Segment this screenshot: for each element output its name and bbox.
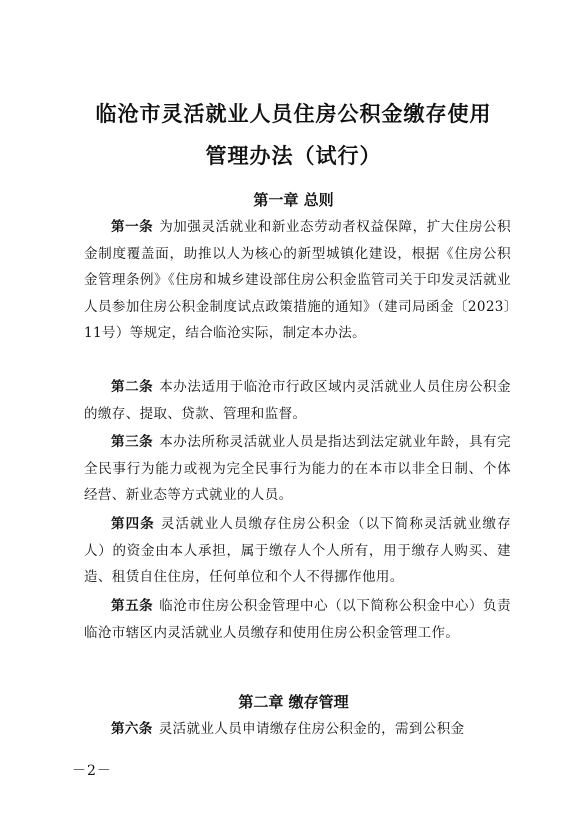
article-label: 第五条 <box>111 598 154 614</box>
page-number: －2－ <box>72 763 112 779</box>
document-title-line-1: 临沧市灵活就业人员住房公积金缴存使用 <box>95 101 492 126</box>
chapter-heading-1: 第一章 总则 <box>253 191 334 209</box>
article-1 <box>84 214 511 347</box>
article-text: 本办法所称灵活就业人员是指达到法定就业年龄，具有完全民事行为能力或视为完全民事行为能力的在本市以非全日制、个体经营、新业态等方式就业的人员。 <box>84 434 511 503</box>
chapter-heading-2: 第二章 缴存管理 <box>238 693 349 711</box>
article-text: 灵活就业人员缴存住房公积金（以下简称灵活就业缴存人）的资金由本人承担，属于缴存人个人所有，用于缴存人购买、建造、租赁自住住房，任何单位和个人不得挪作他用。 <box>84 516 511 585</box>
article-text: 本办法适用于临沧市行政区域内灵活就业人员住房公积金的缴存、提取、贷款、管理和监督。 <box>84 379 511 422</box>
article-text: 灵活就业人员申请缴存住房公积金的，需到公积金 <box>158 721 465 737</box>
article-label: 第二条 <box>111 379 154 395</box>
article-3 <box>84 429 511 509</box>
article-5 <box>84 593 511 646</box>
article-label: 第三条 <box>111 434 154 450</box>
article-2 <box>84 374 511 427</box>
article-text: 临沧市住房公积金管理中心（以下简称公积金中心）负责临沧市辖区内灵活就业人员缴存和使用住房公积金管理工作。 <box>84 598 511 641</box>
article-6 <box>84 716 511 743</box>
article-label: 第六条 <box>111 721 153 737</box>
article-4 <box>84 511 511 591</box>
article-text: 为加强灵活就业和新业态劳动者权益保障，扩大住房公积金制度覆盖面，助推以人为核心的新型城镇化建设，根据《住房公积金管理条例》《住房和城乡建设部住房公积金监管司关于印发灵活就业人员参加住房公积金制度试点政策措施的通知》（建司局函金〔2023〕11号）等规定，结合临沧实际，制定本办法。 <box>84 219 511 341</box>
article-label: 第四条 <box>111 516 155 532</box>
article-label: 第一条 <box>111 219 154 235</box>
document-title-line-2: 管理办法（试行） <box>205 143 382 168</box>
